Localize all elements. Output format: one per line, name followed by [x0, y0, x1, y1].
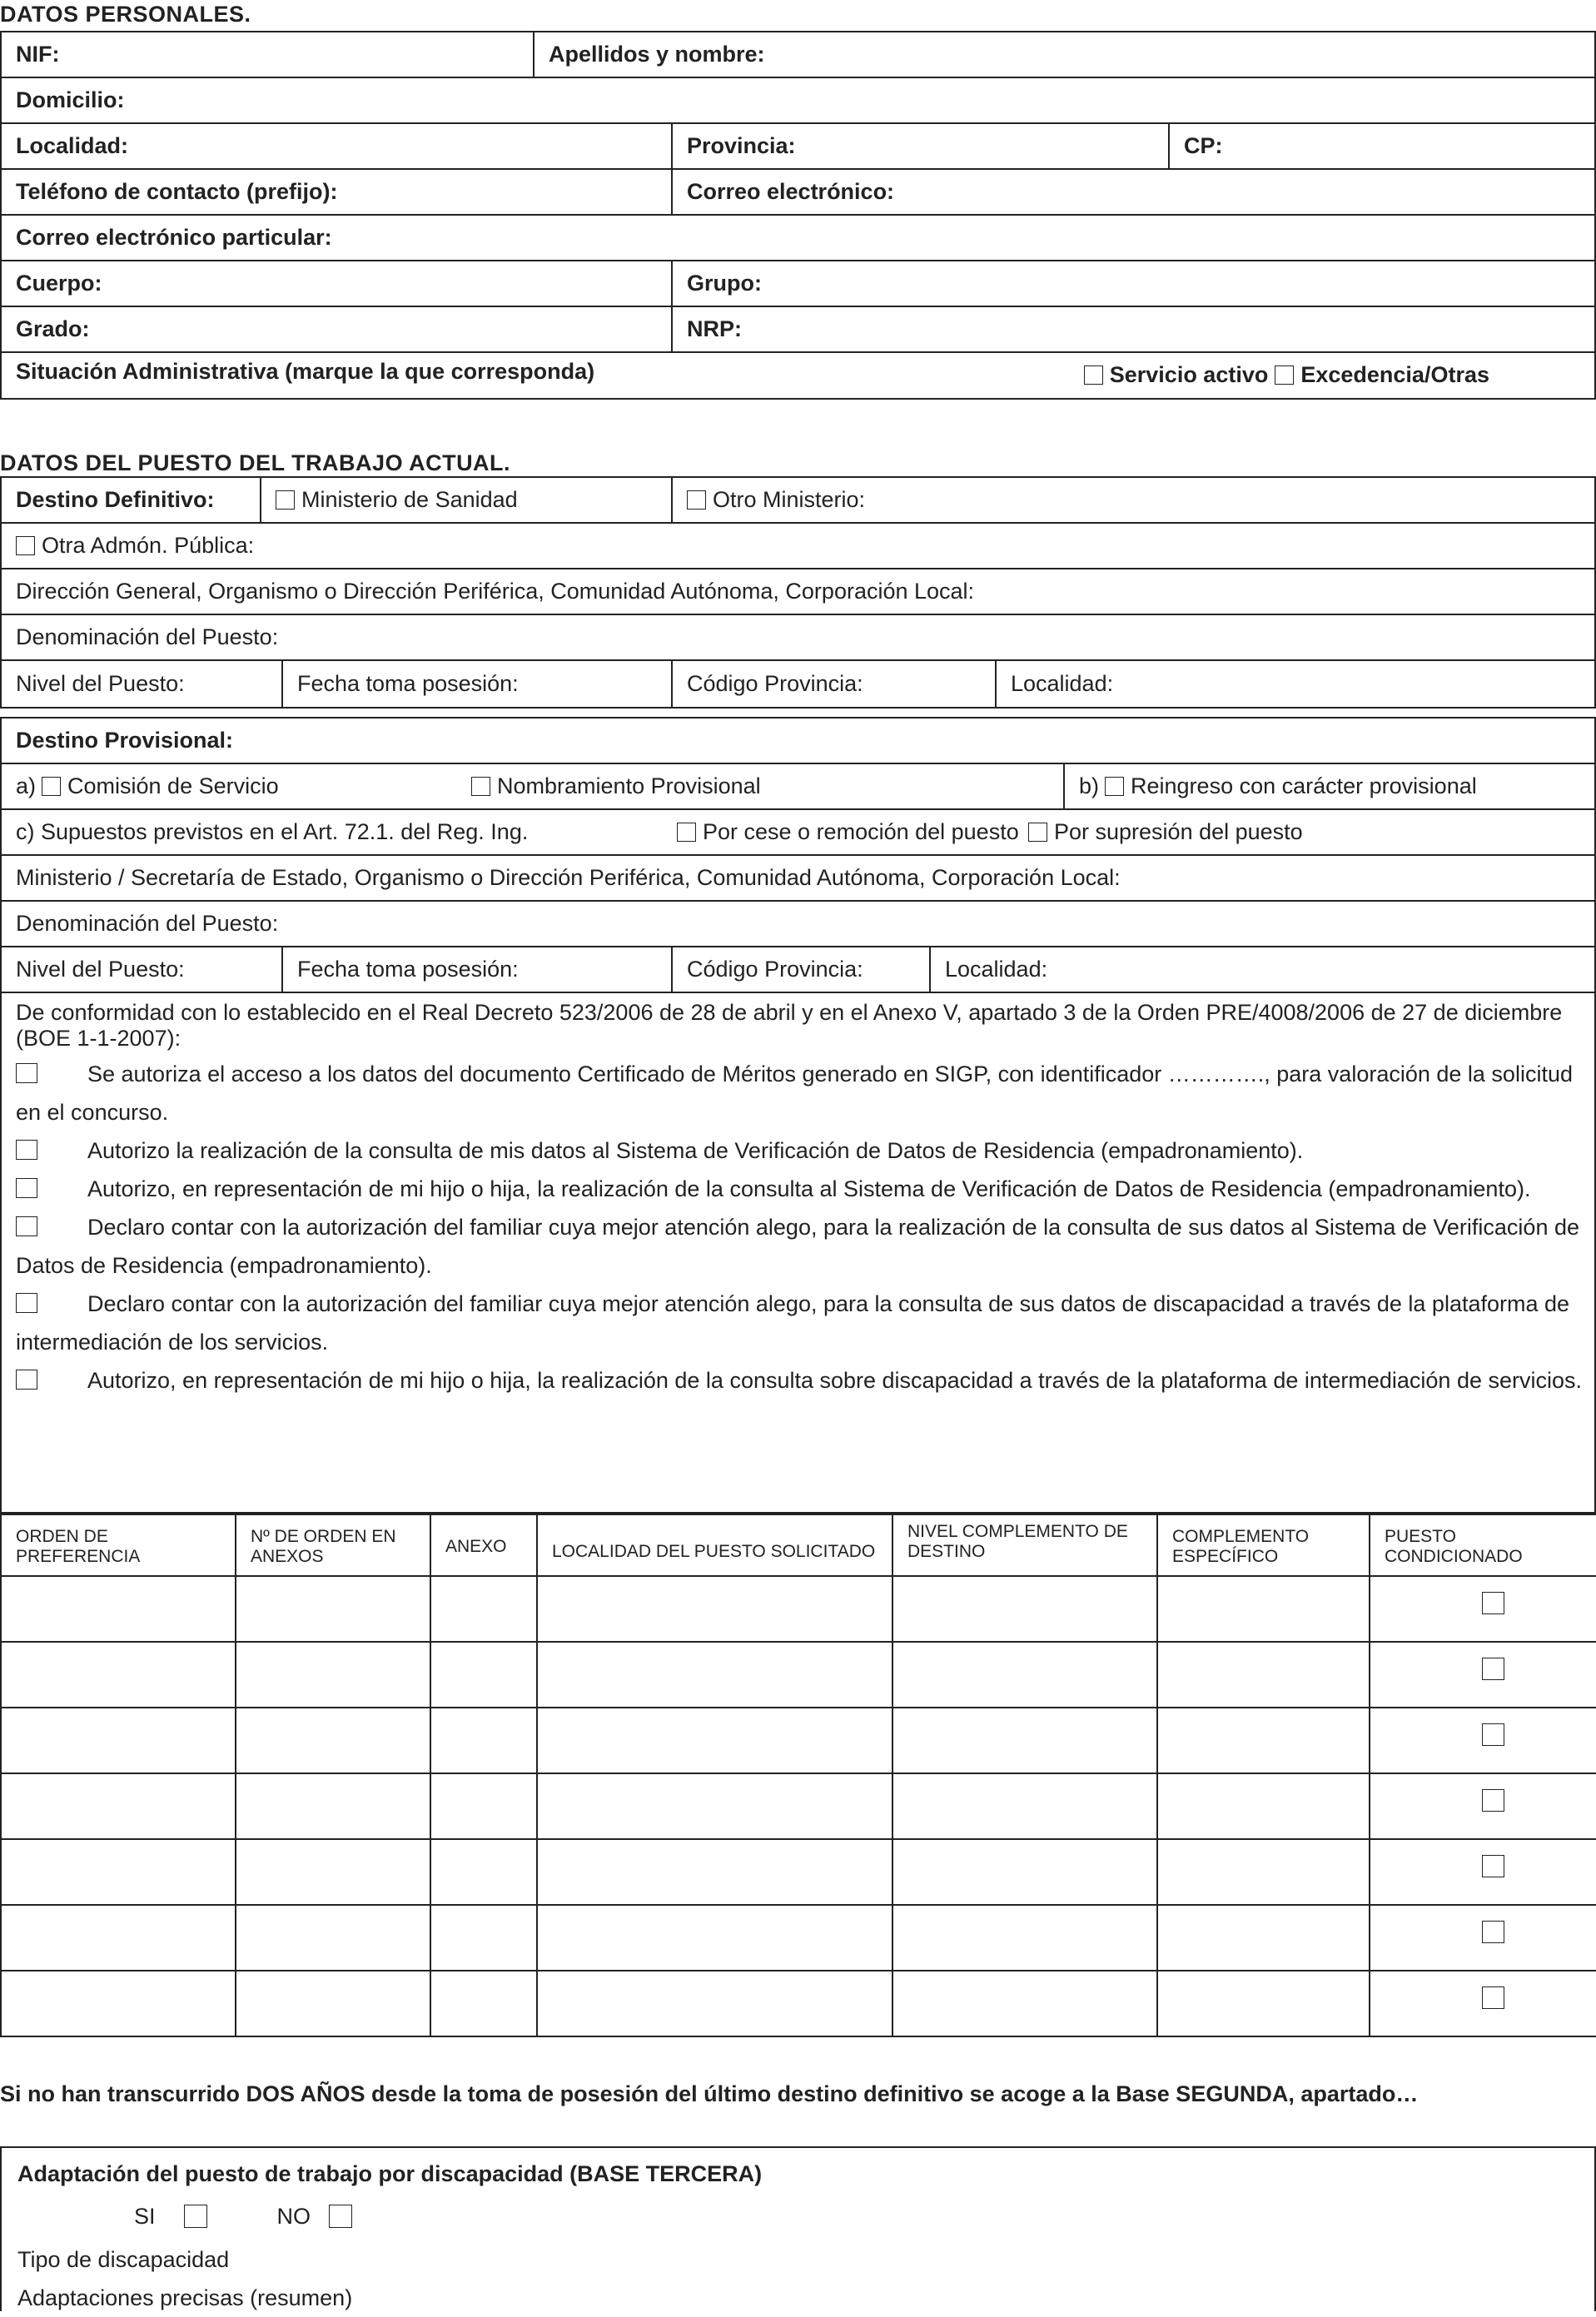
consent-item-text: Declaro contar con la autorización del familiar cuya mejor atención alego, para la consulta de sus datos de discapacidad a través de la plataforma de intermediación de los servicios.	[16, 1291, 1570, 1355]
column-header: NIVEL COMPLEMENTO DE DESTINO	[892, 1514, 1157, 1576]
comision-label: Comisión de Servicio	[67, 773, 279, 798]
condicionado-checkbox[interactable]	[1482, 1658, 1504, 1680]
adaptation-title: Adaptación del puesto de trabajo por discapacidad (BASE TERCERA)	[17, 2161, 763, 2186]
condicionado-cell[interactable]	[1370, 1905, 1596, 1971]
provisional-denominacion-field[interactable]: Denominación del Puesto:	[16, 911, 279, 936]
si-label: SI	[134, 2203, 156, 2229]
table-row	[1, 1971, 1596, 2036]
table-cell[interactable]	[236, 1773, 430, 1839]
consent-item	[16, 1131, 1594, 1170]
provisional-codigo-provincia-field[interactable]: Código Provincia:	[673, 947, 931, 992]
table-cell[interactable]	[430, 1839, 537, 1905]
ministerio-sanidad-option[interactable]	[261, 478, 673, 522]
ministerio-sanidad-checkbox[interactable]	[276, 490, 295, 510]
destino-definitivo-label: Destino Definitivo:	[2, 478, 261, 522]
table-cell[interactable]	[430, 1642, 537, 1708]
consent-item	[16, 1361, 1594, 1400]
table-cell[interactable]	[430, 1708, 537, 1773]
table-cell[interactable]	[537, 1773, 892, 1839]
table-cell[interactable]	[1157, 1905, 1370, 1971]
table-row	[1, 1642, 1596, 1708]
consent-checkbox[interactable]	[16, 1178, 37, 1198]
consent-checkbox[interactable]	[16, 1216, 37, 1236]
table-row	[1, 1773, 1596, 1839]
localidad-puesto-field[interactable]: Localidad:	[1011, 671, 1114, 696]
table-cell[interactable]	[1157, 1642, 1370, 1708]
excedencia-checkbox[interactable]	[1275, 365, 1294, 385]
otra-admon-checkbox[interactable]	[16, 536, 35, 555]
comision-checkbox[interactable]	[42, 777, 61, 796]
table-cell[interactable]	[537, 1971, 892, 2036]
definitive-destination-grid	[0, 476, 1596, 709]
condicionado-cell[interactable]	[1370, 1708, 1596, 1773]
provisional-fecha-field[interactable]: Fecha toma posesión:	[283, 947, 673, 992]
option-b-prefix: b)	[1079, 773, 1100, 798]
two-years-notice: Si no han transcurrido DOS AÑOS desde la toma de posesión del último destino definitivo se acoge a la Base SEGUNDA, apartado…	[0, 2081, 1419, 2106]
consent-checkbox[interactable]	[16, 1063, 37, 1083]
consent-checkbox[interactable]	[16, 1293, 37, 1313]
provisional-b-option	[1065, 764, 1594, 808]
option-c-label: c) Supuestos previstos en el Art. 72.1. del Reg. Ing.	[16, 819, 529, 844]
table-cell[interactable]	[892, 1642, 1157, 1708]
table-cell[interactable]	[236, 1839, 430, 1905]
consent-intro: De conformidad con lo establecido en el Real Decreto 523/2006 de 28 de abril y en el Anexo V, apartado 3 de la Orden PRE/4008/2006 de 27 de diciembre (BOE 1-1-2007):	[16, 1000, 1563, 1051]
condicionado-cell[interactable]	[1370, 1576, 1596, 1642]
apellidos-field[interactable]: Apellidos y nombre:	[549, 42, 765, 67]
table-cell[interactable]	[537, 1708, 892, 1773]
table-cell[interactable]	[236, 1642, 430, 1708]
otra-admon-option[interactable]	[2, 524, 1594, 568]
excedencia-label: Excedencia/Otras	[1300, 362, 1489, 387]
adaptaciones-field[interactable]: Adaptaciones precisas (resumen)	[17, 2285, 353, 2310]
consent-checkbox[interactable]	[16, 1370, 37, 1390]
provisional-localidad-field[interactable]: Localidad:	[945, 957, 1048, 982]
table-cell[interactable]	[1157, 1773, 1370, 1839]
table-row	[1, 1905, 1596, 1971]
condicionado-cell[interactable]	[1370, 1773, 1596, 1839]
tipo-discapacidad-field[interactable]: Tipo de discapacidad	[17, 2247, 230, 2272]
reingreso-label: Reingreso con carácter provisional	[1131, 773, 1477, 798]
column-header: ORDEN DE PREFERENCIA	[1, 1514, 236, 1576]
column-header: PUESTO CONDICIONADO	[1370, 1514, 1596, 1576]
table-cell[interactable]	[1157, 1971, 1370, 2036]
condicionado-cell[interactable]	[1370, 1642, 1596, 1708]
table-cell[interactable]	[236, 1708, 430, 1773]
consent-item	[16, 1055, 1594, 1131]
correo-particular-field[interactable]: Correo electrónico particular:	[16, 225, 332, 250]
table-cell[interactable]	[1, 1905, 236, 1971]
denominacion-field[interactable]: Denominación del Puesto:	[16, 624, 279, 649]
ministerio-sanidad-label: Ministerio de Sanidad	[301, 487, 518, 512]
consent-block	[0, 990, 1596, 1514]
telefono-field[interactable]: Teléfono de contacto (prefijo):	[2, 170, 673, 214]
servicio-activo-label: Servicio activo	[1109, 362, 1269, 387]
consent-item	[16, 1170, 1594, 1208]
destino-provisional-label: Destino Provisional:	[16, 728, 234, 753]
consent-item-text: Autorizo la realización de la consulta de mis datos al Sistema de Verificación de Datos de Residencia (empadronamiento).	[87, 1138, 1304, 1163]
consent-item	[16, 1285, 1594, 1361]
provisional-c-options	[2, 810, 1594, 854]
table-cell[interactable]	[1, 1708, 236, 1773]
table-cell[interactable]	[1, 1971, 236, 2036]
table-row	[1, 1708, 1596, 1773]
table-cell[interactable]	[892, 1839, 1157, 1905]
table-cell[interactable]	[1157, 1839, 1370, 1905]
otro-ministerio-checkbox[interactable]	[687, 490, 706, 510]
cese-checkbox[interactable]	[677, 823, 696, 842]
grado-field[interactable]: Grado:	[2, 307, 673, 351]
correo-field[interactable]: Correo electrónico:	[687, 179, 895, 204]
otro-ministerio-option[interactable]	[673, 478, 1594, 522]
table-cell[interactable]	[430, 1773, 537, 1839]
reingreso-checkbox[interactable]	[1105, 777, 1124, 796]
table-cell[interactable]	[430, 1905, 537, 1971]
servicio-activo-checkbox[interactable]	[1084, 365, 1103, 385]
supresion-label: Por supresión del puesto	[1054, 819, 1303, 844]
table-cell[interactable]	[1, 1642, 236, 1708]
si-checkbox[interactable]	[184, 2205, 207, 2228]
ministerio-organismo-field[interactable]: Ministerio / Secretaría de Estado, Organismo o Dirección Periférica, Comunidad Autónoma, Corporación Local:	[16, 865, 1121, 890]
condicionado-checkbox[interactable]	[1482, 1592, 1504, 1614]
adaptation-block	[0, 2146, 1596, 2311]
table-cell[interactable]	[236, 1576, 430, 1642]
supresion-checkbox[interactable]	[1028, 823, 1047, 842]
personal-data-grid	[0, 31, 1596, 400]
consent-item-text: Autorizo, en representación de mi hijo o hija, la realización de la consulta al Sistema de Verificación de Datos de Residencia (empadronamiento).	[87, 1176, 1531, 1201]
nrp-field[interactable]: NRP:	[687, 316, 742, 341]
table-cell[interactable]	[236, 1905, 430, 1971]
cp-field[interactable]: CP:	[1184, 133, 1223, 158]
cese-label: Por cese o remoción del puesto	[703, 819, 1019, 844]
table-cell[interactable]	[537, 1905, 892, 1971]
nivel-field[interactable]: Nivel del Puesto:	[2, 661, 283, 707]
localidad-field[interactable]: Localidad:	[2, 124, 673, 168]
nombramiento-checkbox[interactable]	[471, 777, 490, 796]
column-header: ANEXO	[430, 1514, 537, 1576]
table-cell[interactable]	[1, 1839, 236, 1905]
provisional-a-options	[2, 764, 1065, 808]
condicionado-checkbox[interactable]	[1482, 1723, 1504, 1746]
condicionado-checkbox[interactable]	[1482, 1986, 1504, 2009]
table-cell[interactable]	[537, 1839, 892, 1905]
column-header: COMPLEMENTO ESPECÍFICO	[1157, 1514, 1370, 1576]
table-cell[interactable]	[892, 1905, 1157, 1971]
direccion-general-field[interactable]: Dirección General, Organismo o Dirección Periférica, Comunidad Autónoma, Corporación Local:	[16, 579, 975, 604]
table-cell[interactable]	[537, 1642, 892, 1708]
column-header: LOCALIDAD DEL PUESTO SOLICITADO	[537, 1514, 892, 1576]
table-cell[interactable]	[892, 1971, 1157, 2036]
nombramiento-label: Nombramiento Provisional	[497, 773, 761, 798]
consent-item	[16, 1208, 1594, 1285]
table-cell[interactable]	[1, 1773, 236, 1839]
condicionado-checkbox[interactable]	[1482, 1855, 1504, 1877]
table-cell[interactable]	[1157, 1708, 1370, 1773]
table-cell[interactable]	[236, 1971, 430, 2036]
table-cell[interactable]	[892, 1576, 1157, 1642]
table-row	[1, 1576, 1596, 1642]
preferences-table	[0, 1514, 1596, 2037]
domicilio-field[interactable]: Domicilio:	[16, 87, 125, 112]
provincia-field[interactable]: Provincia:	[673, 124, 1170, 168]
condicionado-checkbox[interactable]	[1482, 1789, 1504, 1812]
job-section-title: DATOS DEL PUESTO DEL TRABAJO ACTUAL.	[0, 450, 511, 475]
no-checkbox[interactable]	[329, 2205, 352, 2228]
option-a-prefix: a)	[16, 773, 37, 798]
provisional-destination-grid	[0, 717, 1596, 993]
consent-item-text: Declaro contar con la autorización del familiar cuya mejor atención alego, para la realización de la consulta de sus datos al Sistema de Verificación de Datos de Residencia (empadronamiento).	[16, 1215, 1579, 1278]
nif-field[interactable]: NIF:	[2, 32, 534, 77]
provisional-nivel-field[interactable]: Nivel del Puesto:	[2, 947, 283, 992]
table-cell[interactable]	[537, 1576, 892, 1642]
column-header: Nº DE ORDEN EN ANEXOS	[236, 1514, 430, 1576]
consent-checkbox[interactable]	[16, 1140, 37, 1160]
condicionado-checkbox[interactable]	[1482, 1921, 1504, 1943]
table-cell[interactable]	[1, 1576, 236, 1642]
situacion-label: Situación Administrativa (marque la que corresponda)	[16, 359, 595, 384]
condicionado-cell[interactable]	[1370, 1971, 1596, 2036]
consent-item-text: Autorizo, en representación de mi hijo o hija, la realización de la consulta sobre discapacidad a través de la plataforma de intermediación de servicios.	[87, 1368, 1582, 1393]
condicionado-cell[interactable]	[1370, 1839, 1596, 1905]
table-cell[interactable]	[892, 1708, 1157, 1773]
table-cell[interactable]	[430, 1971, 537, 2036]
table-cell[interactable]	[892, 1773, 1157, 1839]
table-cell[interactable]	[1157, 1576, 1370, 1642]
table-cell[interactable]	[430, 1576, 537, 1642]
codigo-provincia-field[interactable]: Código Provincia:	[673, 661, 997, 707]
otro-ministerio-label: Otro Ministerio:	[713, 487, 866, 512]
adaptation-yes-no	[17, 2192, 1594, 2240]
no-label: NO	[276, 2203, 311, 2229]
situacion-row	[2, 353, 1594, 398]
grupo-field[interactable]: Grupo:	[687, 271, 762, 296]
table-row	[1, 1839, 1596, 1905]
consent-item-text: Se autoriza el acceso a los datos del documento Certificado de Méritos generado en SIGP, con identificador …………., para valoración de la solicitud en el concurso.	[16, 1062, 1573, 1125]
fecha-field[interactable]: Fecha toma posesión:	[283, 661, 673, 707]
personal-section-title: DATOS PERSONALES.	[0, 2, 251, 27]
cuerpo-field[interactable]: Cuerpo:	[2, 261, 673, 306]
table-header-row	[1, 1514, 1596, 1576]
otra-admon-label: Otra Admón. Pública:	[42, 533, 255, 558]
